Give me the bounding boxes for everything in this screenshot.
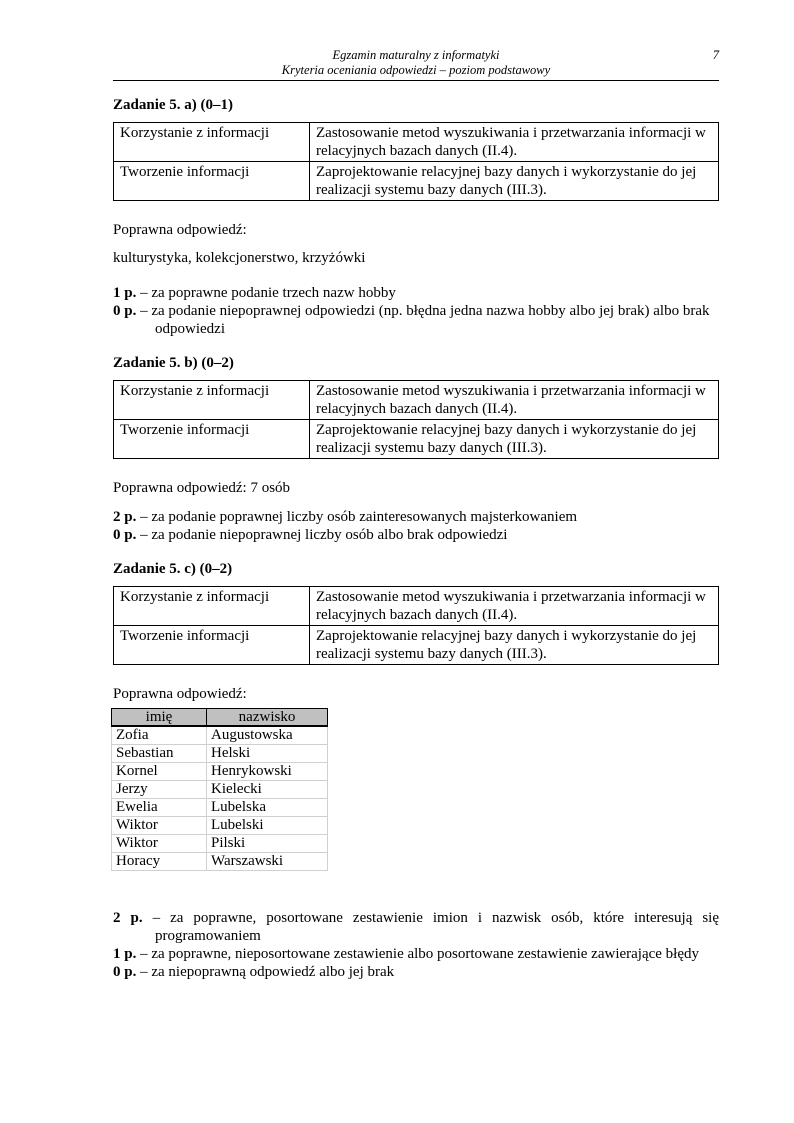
last-name-cell: Warszawski xyxy=(207,853,328,871)
last-name-cell: Henrykowski xyxy=(207,763,328,781)
dash: – xyxy=(142,910,171,926)
header-subtitle: Kryteria oceniania odpowiedzi – poziom podstawowy xyxy=(281,63,551,77)
dash: – xyxy=(136,303,152,319)
scoring-5c xyxy=(113,909,719,981)
criteria-area: Tworzenie informacji xyxy=(114,626,310,665)
answer-table-header-row xyxy=(112,709,328,727)
criteria-row xyxy=(114,162,719,201)
first-name-cell: Sebastian xyxy=(112,745,207,763)
score-points: 2 p. xyxy=(113,509,137,525)
criteria-area: Korzystanie z informacji xyxy=(114,381,310,420)
criteria-requirement: Zastosowanie metod wyszukiwania i przetwarzania informacji w relacyjnych bazach danych (II.4). xyxy=(310,123,719,162)
last-name-cell: Augustowska xyxy=(207,726,328,745)
scoring-5a xyxy=(113,284,719,338)
table-row xyxy=(112,781,328,799)
dash: – xyxy=(136,285,152,301)
header-exam-title: Egzamin maturalny z informatyki xyxy=(332,48,500,62)
criteria-requirement: Zastosowanie metod wyszukiwania i przetwarzania informacji w relacyjnych bazach danych (II.4). xyxy=(310,587,719,626)
answer-label: Poprawna odpowiedź: xyxy=(113,686,247,702)
first-name-cell: Zofia xyxy=(112,726,207,745)
answer-text: kulturystyka, kolekcjonerstwo, krzyżówki xyxy=(113,250,366,266)
score-rule xyxy=(113,963,719,981)
column-header-last-name: nazwisko xyxy=(207,709,328,727)
table-row xyxy=(112,799,328,817)
task-5c-title: Zadanie 5. c) (0–2) xyxy=(113,561,233,577)
score-rule xyxy=(113,284,719,302)
last-name-cell: Lubelski xyxy=(207,817,328,835)
table-row xyxy=(112,835,328,853)
score-points: 0 p. xyxy=(113,303,137,319)
page-number: 7 xyxy=(712,48,719,62)
dash: – xyxy=(136,509,152,525)
first-name-cell: Horacy xyxy=(112,853,207,871)
score-rule xyxy=(113,508,719,526)
criteria-row xyxy=(114,123,719,162)
criteria-requirement: Zaprojektowanie relacyjnej bazy danych i wykorzystanie do jej realizacji systemu bazy danych (III.3). xyxy=(310,626,719,665)
score-description: za poprawne, posortowane zestawienie imion i nazwisk osób, które interesują się programowaniem xyxy=(155,910,720,944)
score-description: za podanie niepoprawnej odpowiedzi (np. błędna jedna nazwa hobby albo jej brak) albo brak odpowiedzi xyxy=(151,303,710,337)
score-points: 1 p. xyxy=(113,285,137,301)
last-name-cell: Kielecki xyxy=(207,781,328,799)
table-row xyxy=(112,853,328,871)
first-name-cell: Kornel xyxy=(112,763,207,781)
score-rule xyxy=(113,909,719,945)
first-name-cell: Jerzy xyxy=(112,781,207,799)
task-5a-title: Zadanie 5. a) (0–1) xyxy=(113,97,233,113)
criteria-area: Korzystanie z informacji xyxy=(114,123,310,162)
last-name-cell: Helski xyxy=(207,745,328,763)
criteria-area: Tworzenie informacji xyxy=(114,162,310,201)
score-description: za niepoprawną odpowiedź albo jej brak xyxy=(151,964,395,980)
score-points: 0 p. xyxy=(113,527,137,543)
score-rule xyxy=(113,945,719,963)
dash: – xyxy=(136,964,152,980)
score-description: za podanie poprawnej liczby osób zainteresowanych majsterkowaniem xyxy=(151,509,578,525)
table-row xyxy=(112,745,328,763)
answer-table xyxy=(111,708,328,871)
criteria-table-5a xyxy=(113,122,719,201)
answer-label: Poprawna odpowiedź: xyxy=(113,222,247,238)
score-description: za poprawne, nieposortowane zestawienie albo posortowane zestawienie zawierające błędy xyxy=(151,946,700,962)
criteria-row xyxy=(114,626,719,665)
criteria-row xyxy=(114,381,719,420)
criteria-requirement: Zastosowanie metod wyszukiwania i przetwarzania informacji w relacyjnych bazach danych (II.4). xyxy=(310,381,719,420)
first-name-cell: Wiktor xyxy=(112,817,207,835)
first-name-cell: Wiktor xyxy=(112,835,207,853)
score-rule xyxy=(113,302,719,338)
last-name-cell: Pilski xyxy=(207,835,328,853)
criteria-requirement: Zaprojektowanie relacyjnej bazy danych i wykorzystanie do jej realizacji systemu bazy danych (III.3). xyxy=(310,162,719,201)
table-row xyxy=(112,726,328,745)
criteria-area: Tworzenie informacji xyxy=(114,420,310,459)
scoring-5b xyxy=(113,508,719,544)
column-header-first-name: imię xyxy=(112,709,207,727)
criteria-table-5c xyxy=(113,586,719,665)
criteria-requirement: Zaprojektowanie relacyjnej bazy danych i wykorzystanie do jej realizacji systemu bazy danych (III.3). xyxy=(310,420,719,459)
score-points: 2 p. xyxy=(113,910,143,926)
table-row xyxy=(112,763,328,781)
score-description: za poprawne podanie trzech nazw hobby xyxy=(151,285,396,301)
score-points: 0 p. xyxy=(113,964,137,980)
criteria-area: Korzystanie z informacji xyxy=(114,587,310,626)
dash: – xyxy=(136,946,152,962)
first-name-cell: Ewelia xyxy=(112,799,207,817)
score-rule xyxy=(113,526,719,544)
document-page xyxy=(113,44,719,981)
table-row xyxy=(112,817,328,835)
criteria-row xyxy=(114,420,719,459)
last-name-cell: Lubelska xyxy=(207,799,328,817)
page-header xyxy=(113,44,719,81)
criteria-table-5b xyxy=(113,380,719,459)
score-points: 1 p. xyxy=(113,946,137,962)
answer-line: Poprawna odpowiedź: 7 osób xyxy=(113,480,291,496)
criteria-row xyxy=(114,587,719,626)
task-5b-title: Zadanie 5. b) (0–2) xyxy=(113,355,234,371)
score-description: za podanie niepoprawnej liczby osób albo brak odpowiedzi xyxy=(151,527,508,543)
dash: – xyxy=(136,527,152,543)
